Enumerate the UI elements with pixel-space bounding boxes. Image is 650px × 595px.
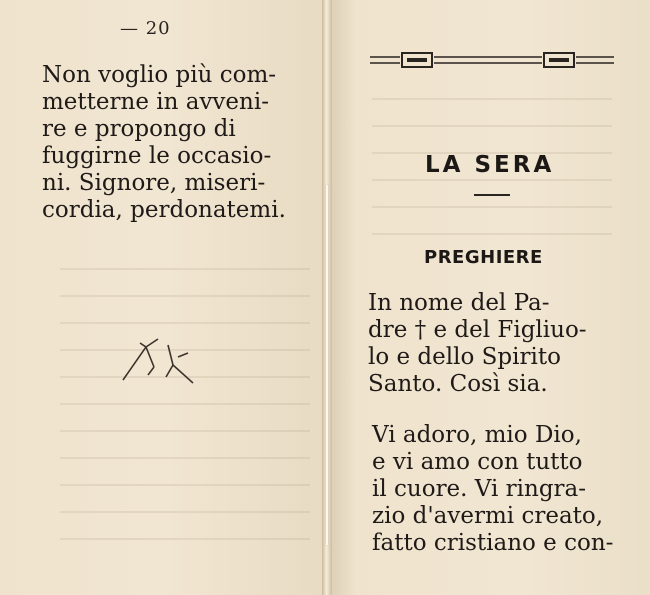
text-line: fuggirne le occasio- [42,143,272,169]
section-title: LA SERA [425,152,555,178]
text-line: fatto cristiano e con- [372,530,614,556]
text-line: cordia, perdonatemi. [42,197,286,223]
text-line: zio d'avermi creato, [372,503,604,529]
prayer-paragraph [368,290,616,398]
text-line: Vi adoro, mio Dio, [372,422,582,448]
text-line: e vi amo con tutto [372,449,583,475]
binding-thread [326,185,328,545]
text-line: re e propongo di [42,116,236,142]
pencil-scribble [118,335,208,385]
title-rule [474,194,510,196]
text-line: dre † e del Figliuo- [368,317,587,343]
text-line: metterne in avveni- [42,89,269,115]
prayer-paragraph [372,422,616,557]
text-line: In nome del Pa- [368,290,550,316]
text-line: Non voglio più com- [42,62,277,88]
text-line: ni. Signore, miseri- [42,170,266,196]
page-number: — 20 [120,18,171,39]
text-line: Santo. Così sia. [368,371,548,397]
decorative-ornament [370,50,614,70]
text-line: lo e dello Spirito [368,344,561,370]
section-heading: PREGHIERE [424,247,543,268]
text-line: il cuore. Vi ringra- [372,476,587,502]
left-page-text [42,62,286,224]
